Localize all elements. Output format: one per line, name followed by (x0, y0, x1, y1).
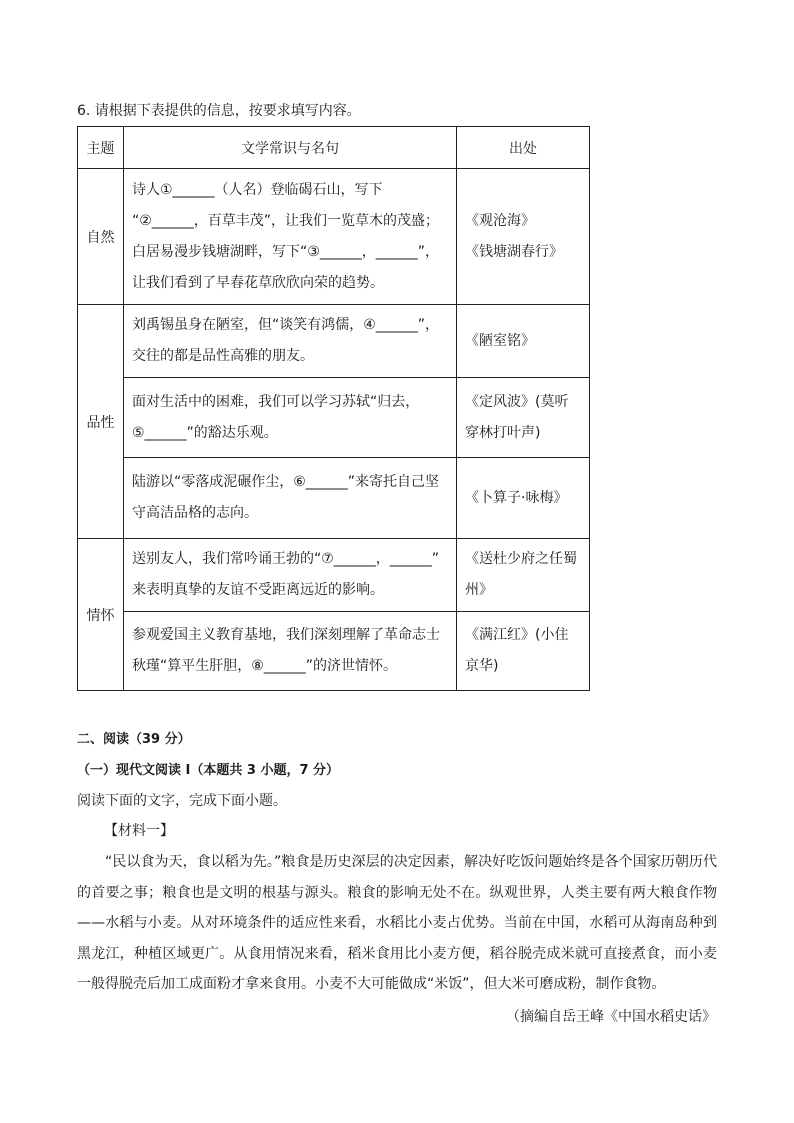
content-cell (124, 458, 457, 539)
content-cell (124, 612, 457, 691)
table-row (78, 305, 590, 378)
section-title: 二、阅读（39 分） (77, 732, 191, 747)
content-line: ⑤______”的豁达乐观。 (132, 424, 278, 441)
content-cell (124, 539, 457, 612)
source-line: 州》 (465, 582, 493, 598)
source-line: 穿林打叶声) (465, 424, 541, 441)
theme-cell: 自然 (78, 169, 124, 305)
content-cell (124, 169, 457, 305)
content-line: 诗人①______（人名）登临碣石山，写下 (132, 181, 383, 198)
reading-paragraph: “民以食为天，食以稻为先。”粮食是历史深层的决定因素，解决好吃饭问题始终是各个国家历朝历代的首要之事；粮食也是文明的根基与源头。粮食的影响无处不在。纵观世界，人类主要有两大粮食作物——水稻与小麦。从对环境条件的适应性来看，水稻比小麦占优势。当前在中国，水稻可从海南岛种到黑龙江，种植区域更广。从食用情况来看，稻米食用比小麦方便，稻谷脱壳成米就可直接煮食，而小麦一般得脱壳后加工成面粉才拿来食用。小麦不大可能做成“米饭”，但大米可磨成粉，制作食物。 (77, 854, 717, 992)
table-row (78, 169, 590, 305)
content-cell (124, 378, 457, 458)
table-row (78, 539, 590, 612)
question-title: 6. 请根据下表提供的信息，按要求填写内容。 (77, 103, 361, 119)
content-line: 陆游以“零落成泥碾作尘，⑥______”来寄托自己坚 (132, 474, 440, 490)
table-row (78, 612, 590, 691)
source-cell (457, 539, 590, 612)
header-theme: 主题 (78, 127, 124, 169)
source-line: 京华) (465, 658, 499, 674)
content-line: 秋瑾“算平生肝胆，⑧______”的济世情怀。 (132, 658, 398, 674)
source-line: 《满江红》(小住 (465, 627, 569, 643)
info-table (77, 126, 590, 691)
source-line: 《观沧海》 (465, 212, 535, 229)
citation: （摘编自岳王峰《中国水稻史话》 (506, 1009, 716, 1025)
header-content: 文学常识与名句 (124, 127, 457, 169)
content-line: 白居易漫步钱塘湖畔，写下“③______，______”， (132, 243, 440, 260)
theme-cell: 情怀 (78, 539, 124, 691)
instruction: 阅读下面的文字，完成下面小题。 (77, 793, 287, 809)
content-line: 参观爱国主义教育基地，我们深刻理解了革命志士 (132, 627, 440, 643)
source-line: 《定风波》(莫听 (465, 393, 569, 410)
source-cell (457, 169, 590, 305)
table-header-row (78, 127, 590, 169)
header-source: 出处 (457, 127, 590, 169)
content-line: 守高洁品格的志向。 (132, 505, 258, 521)
source-cell (457, 458, 590, 539)
content-line: 面对生活中的困难，我们可以学习苏轼“归去， (132, 393, 420, 410)
content-line: 送别友人，我们常吟诵王勃的“⑦______，______” (132, 551, 440, 567)
content-line: 交往的都是品性高雅的朋友。 (132, 348, 314, 364)
section-subtitle: （一）现代文阅读 I（本题共 3 小题，7 分） (77, 763, 340, 778)
material-label: 【材料一】 (104, 823, 174, 839)
content-line: 刘禹锡虽身在陋室，但“谈笑有鸿儒，④______”， (132, 317, 440, 333)
source-line: 《卜算子·咏梅》 (465, 489, 568, 506)
source-line: 《钱塘湖春行》 (465, 243, 563, 260)
content-line: 让我们看到了早春花草欣欣向荣的趋势。 (132, 274, 384, 291)
source-cell (457, 612, 590, 691)
theme-cell: 品性 (78, 305, 124, 539)
content-line: 来表明真挚的友谊不受距离远近的影响。 (132, 582, 384, 598)
content-cell (124, 305, 457, 378)
source-line: 《陋室铭》 (465, 332, 535, 349)
source-cell (457, 305, 590, 378)
source-cell (457, 378, 590, 458)
source-line: 《送杜少府之任蜀 (465, 551, 577, 567)
table-row (78, 458, 590, 539)
table-row (78, 378, 590, 458)
content-line: “②______，百草丰茂”，让我们一览草木的茂盛； (132, 212, 440, 229)
